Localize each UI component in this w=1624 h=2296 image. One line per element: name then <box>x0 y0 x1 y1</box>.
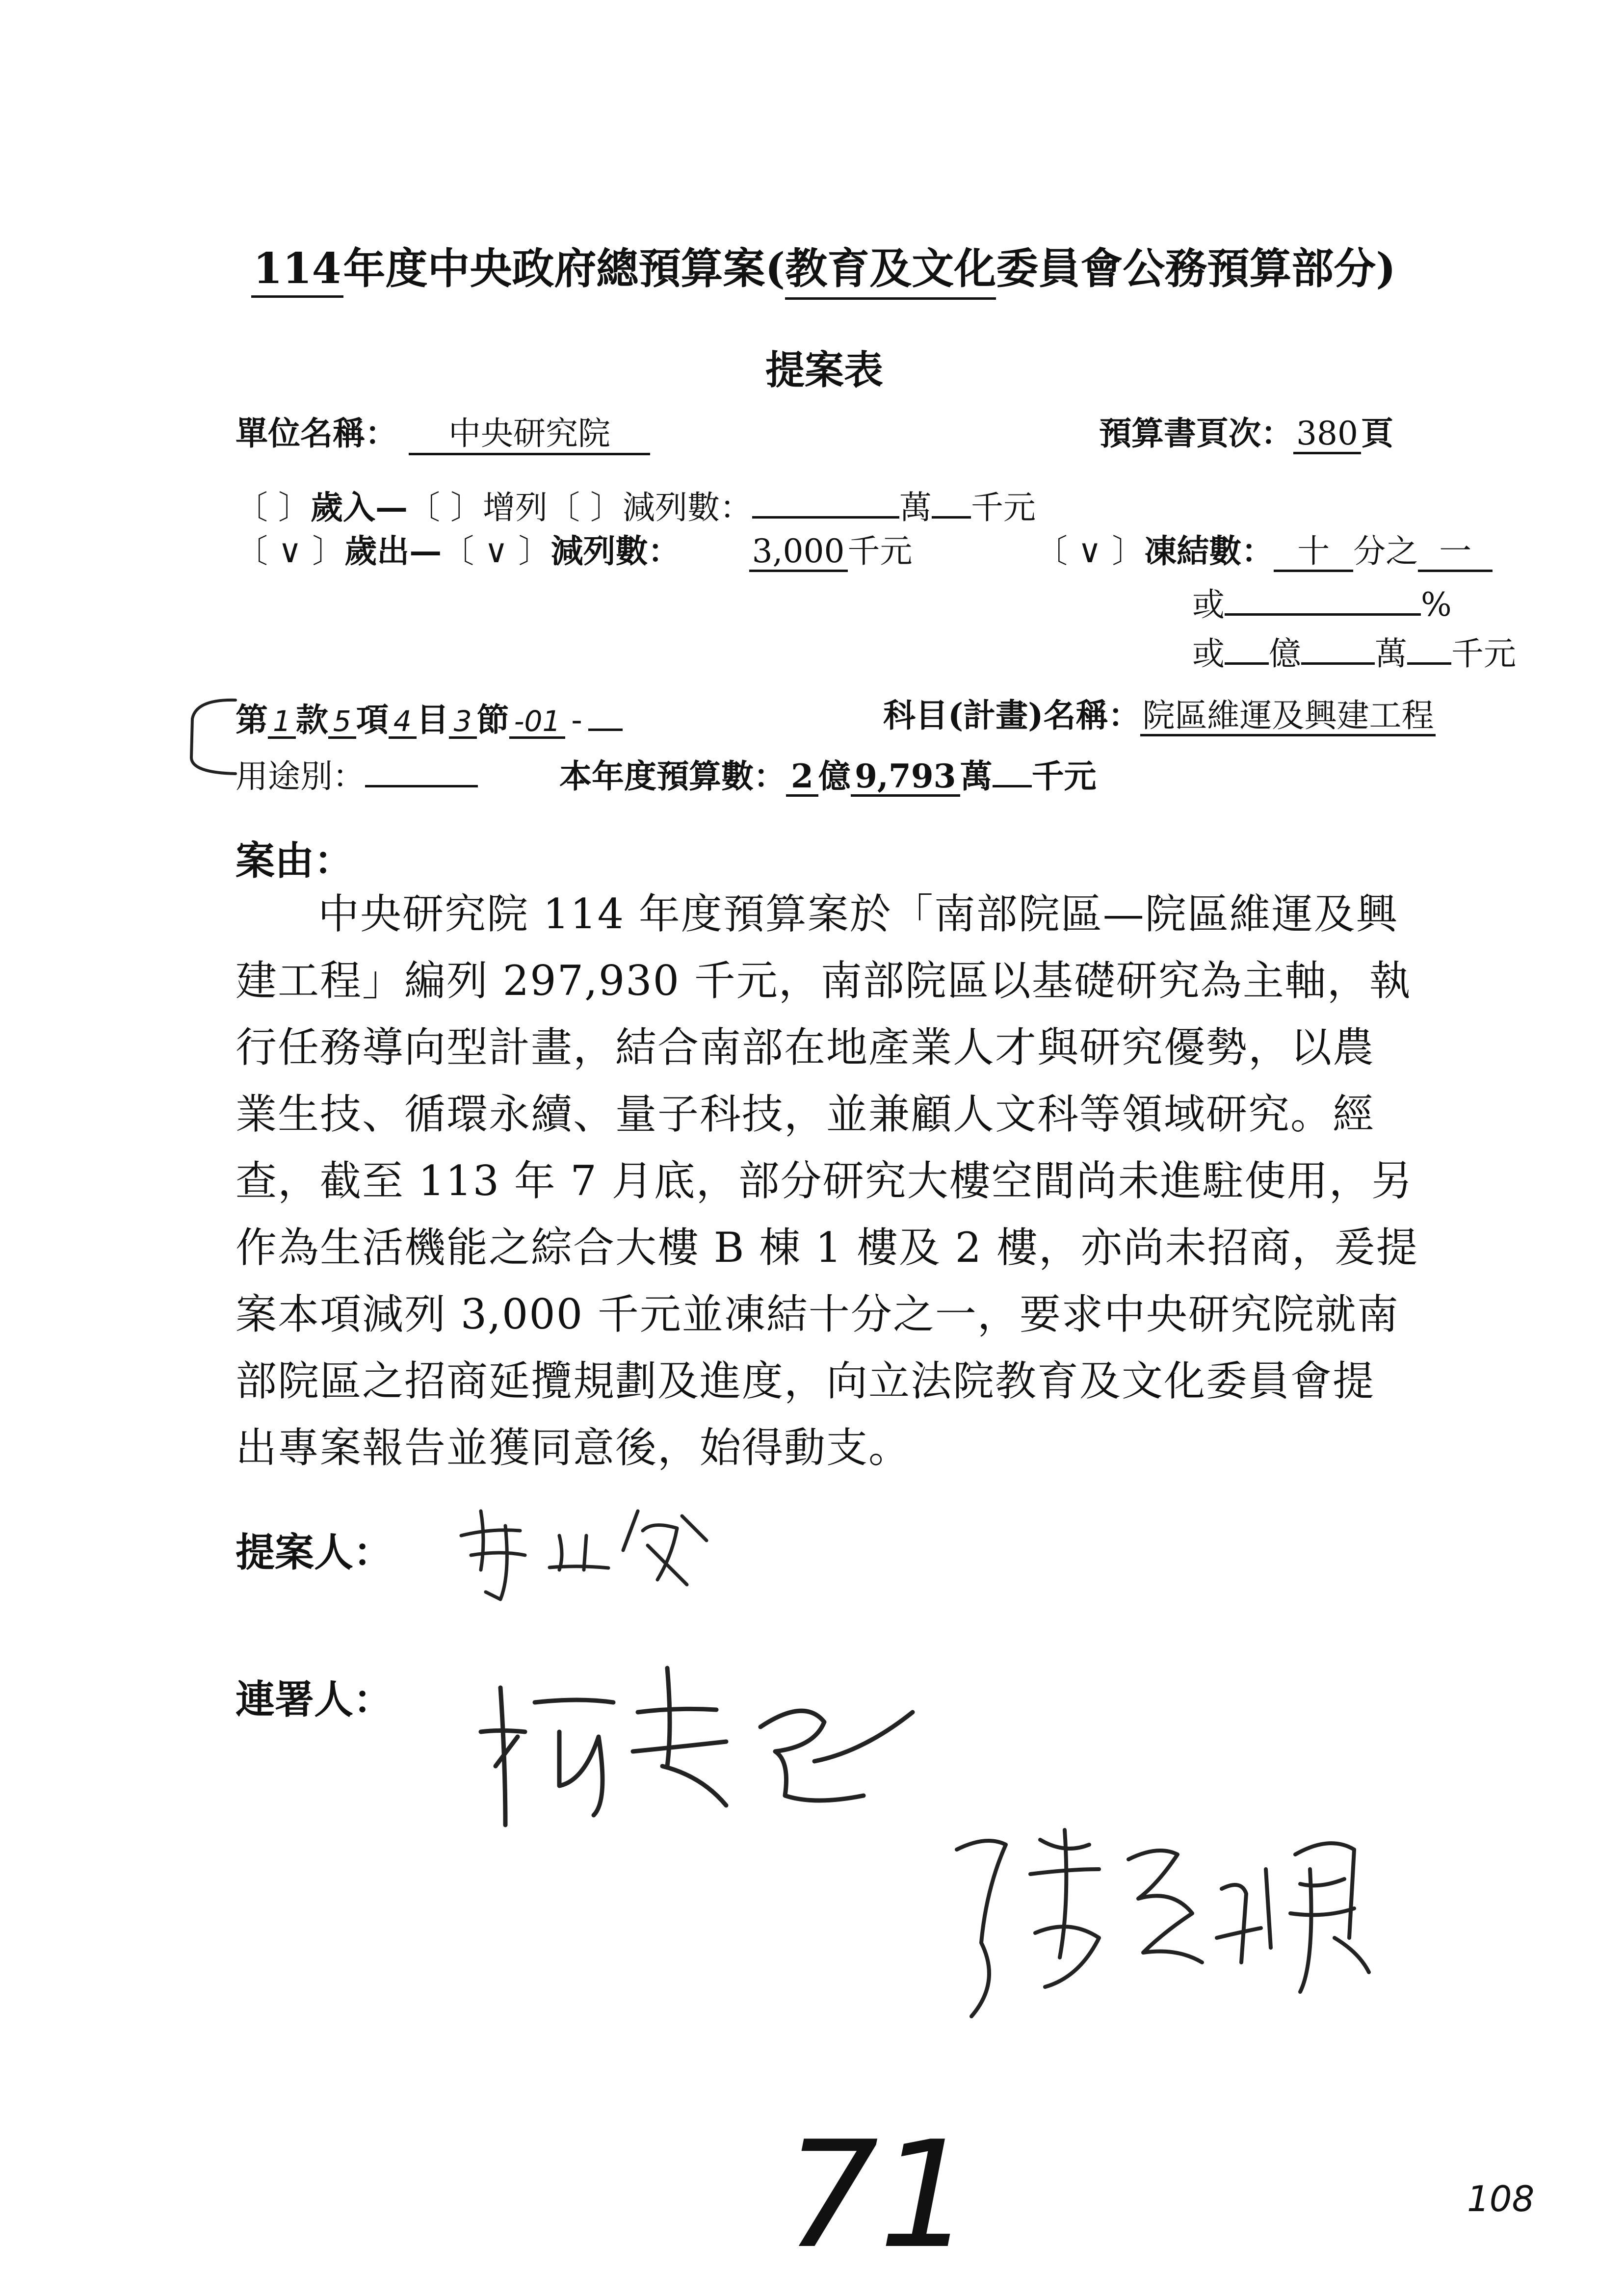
budget-wan-value: 9,793 <box>851 760 960 797</box>
mu-value: 4 <box>389 707 417 739</box>
reason-line: 中央研究院 114 年度預算案於「南部院區—院區維運及興 <box>318 890 1398 938</box>
reason-line: 作為生活機能之綜合大樓 B 棟 1 樓及 2 樓，亦尚未招商，爰提 <box>236 1224 1418 1272</box>
blank-field <box>1301 633 1375 665</box>
decrease-label: 減列數： <box>622 489 752 526</box>
freeze-numerator: 一 <box>1418 535 1493 572</box>
yi-label: 億 <box>1269 635 1301 673</box>
reason-line: 行任務導向型計畫，結合南部在地產業人才與研究優勢，以農 <box>236 1023 1375 1071</box>
reason-line: 查，截至 113 年 7 月底，部分研究大樓空間尚未進駐使用，另 <box>236 1157 1414 1205</box>
or-label: 或 <box>1192 586 1225 624</box>
title-committee: 教育及文化 <box>785 235 996 300</box>
case-number: 71 <box>785 2110 972 2281</box>
expense-checkbox: 〔 ∨ 〕 <box>236 532 345 570</box>
kuan-value: 1 <box>268 707 296 739</box>
kuan-label: 款 <box>295 701 328 739</box>
alt-percent-row <box>1192 584 1452 624</box>
usage-label: 用途別： <box>236 757 365 795</box>
page-number: 108 <box>1467 2178 1535 2219</box>
unit-qian: 千元 <box>970 489 1036 526</box>
bracket-mark <box>182 689 240 783</box>
expense-decrease-unit: 千元 <box>847 532 913 570</box>
increase-checkbox: 〔 〕 <box>407 489 483 526</box>
section-row <box>236 699 623 739</box>
proposer-label: 提案人： <box>236 1529 393 1575</box>
or-label: 或 <box>1192 635 1225 673</box>
subject-label: 科目(計畫)名稱： <box>883 696 1141 734</box>
document-title <box>251 235 1396 300</box>
blank-field <box>752 487 899 519</box>
budget-row <box>559 756 1097 797</box>
xiang-value: 5 <box>328 707 356 739</box>
usage-row <box>236 756 478 793</box>
reason-line: 部院區之招商延攬規劃及進度，向立法院教育及文化委員會提 <box>236 1357 1375 1405</box>
budget-page-row <box>1099 414 1393 454</box>
title-middle: 年度中央政府總預算案( <box>343 244 786 293</box>
reason-line: 業生技、循環永續、量子科技，並兼顧人文科等領域研究。經 <box>236 1090 1375 1138</box>
budget-page-suffix: 頁 <box>1361 414 1393 452</box>
budget-page-value: 380 <box>1293 417 1361 454</box>
decrease-checkbox: 〔 〕 <box>547 489 623 526</box>
cosigner-signature-2 <box>927 1815 1457 2026</box>
percent-sign: % <box>1421 586 1452 624</box>
cosigner-signature-1 <box>471 1639 937 1845</box>
section-code: -01 <box>509 707 566 739</box>
reason-label: 案由： <box>236 837 353 884</box>
expense-decrease-checkbox: 〔 ∨ 〕 <box>442 532 551 570</box>
section-di: 第 <box>236 701 268 739</box>
jie-value: 3 <box>449 707 477 739</box>
blank-field <box>588 699 623 731</box>
qian-label: 千元 <box>1451 635 1516 673</box>
title-year: 114 <box>251 244 343 298</box>
reason-line: 案本項減列 3,000 千元並凍結十分之一，要求中央研究院就南 <box>236 1290 1399 1338</box>
xiang-label: 項 <box>356 701 389 739</box>
freeze-checkbox: 〔 ∨ 〕 <box>1035 532 1145 570</box>
jie-label: 節 <box>476 701 509 739</box>
budget-yi-unit: 億 <box>818 757 851 795</box>
blank-field <box>1225 633 1269 665</box>
blank-field <box>1407 633 1451 665</box>
increase-label: 增列 <box>482 489 548 526</box>
reason-line: 建工程」編列 297,930 千元，南部院區以基礎研究為主軸，執 <box>236 957 1412 1005</box>
budget-page-label: 預算書頁次： <box>1099 414 1293 452</box>
revenue-label: 歲入— <box>310 488 408 526</box>
title-end: 委員會公務預算部分) <box>996 244 1396 293</box>
freeze-label: 凍結數： <box>1144 532 1274 570</box>
expense-label: 歲出— <box>344 532 442 570</box>
expense-decrease-value: 3,000 <box>749 535 848 572</box>
mu-label: 目 <box>416 701 449 739</box>
unit-label: 單位名稱： <box>236 414 397 452</box>
revenue-checkbox: 〔 〕 <box>236 489 311 526</box>
section-dash: - <box>571 701 582 739</box>
cosigner-label: 連署人： <box>236 1676 393 1722</box>
subject-row <box>883 696 1436 736</box>
budget-yi-value: 2 <box>786 760 818 797</box>
budget-qian-unit: 千元 <box>1031 757 1097 795</box>
freeze-middle: 分之 <box>1353 532 1418 570</box>
expense-decrease-label: 減列數： <box>550 532 681 570</box>
unit-wan: 萬 <box>899 489 932 526</box>
reason-line: 出專案報告並獲同意後，始得動支。 <box>236 1424 911 1472</box>
wan-label: 萬 <box>1375 635 1407 673</box>
freeze-row <box>1035 532 1493 572</box>
unit-row <box>236 414 650 455</box>
blank-field <box>932 487 971 519</box>
blank-field <box>1225 584 1421 616</box>
freeze-denominator: 十 <box>1274 535 1353 572</box>
blank-field <box>365 756 478 787</box>
blank-field <box>993 756 1032 787</box>
alt-amount-row <box>1192 633 1516 673</box>
budget-wan-unit: 萬 <box>960 757 993 795</box>
unit-value: 中央研究院 <box>409 417 650 455</box>
subject-value: 院區維運及興建工程 <box>1140 700 1436 736</box>
form-name: 提案表 <box>765 347 883 393</box>
expense-row <box>236 532 913 572</box>
proposer-signature <box>451 1482 746 1609</box>
budget-label: 本年度預算數： <box>559 757 786 795</box>
revenue-row <box>236 487 1036 524</box>
